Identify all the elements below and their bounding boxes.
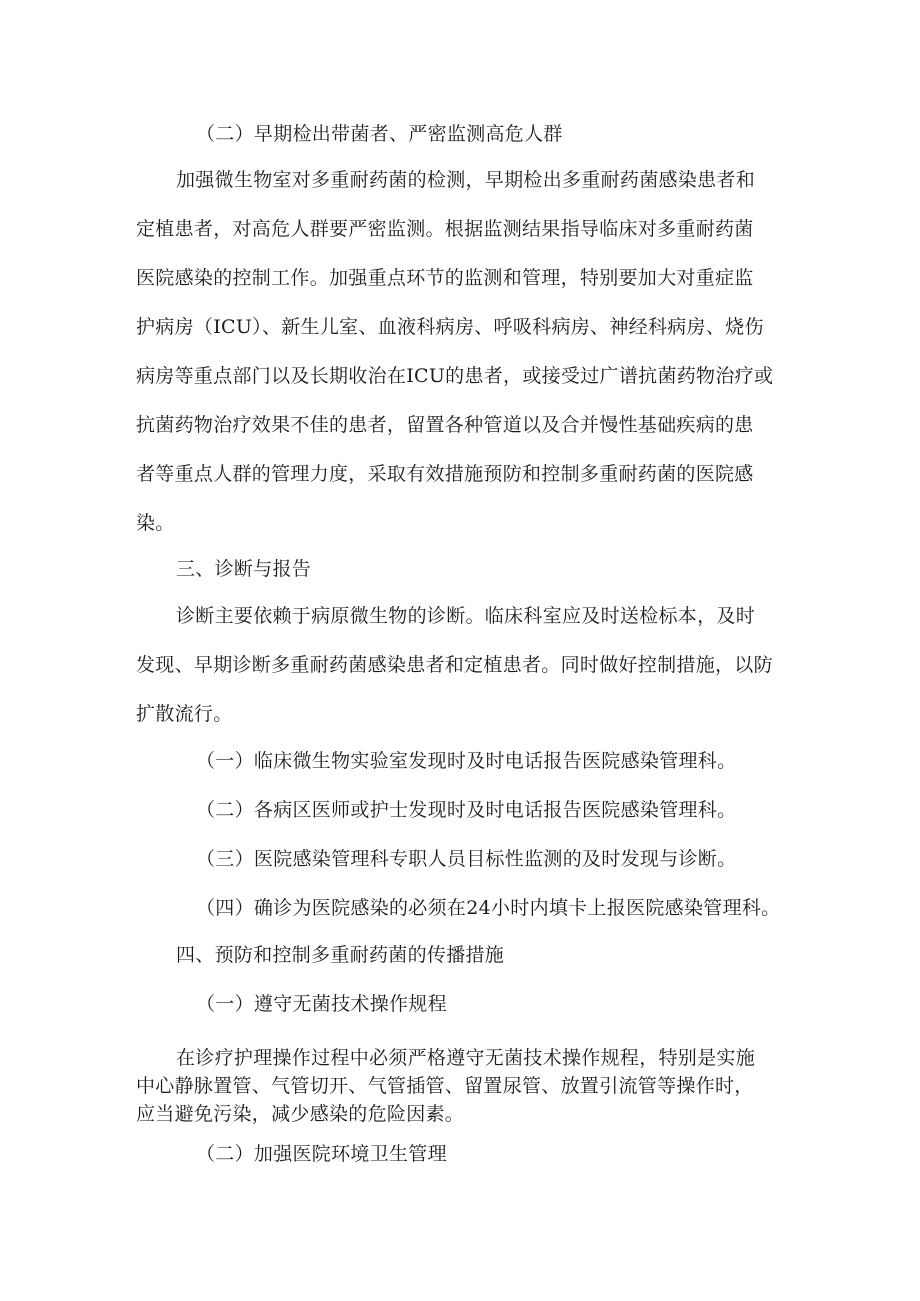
text-line: 者等重点人群的管理力度，采取有效措施预防和控制多重耐药菌的医院感 — [136, 463, 754, 485]
paragraph-aseptic — [136, 1044, 755, 1128]
text-line: 抗菌药物治疗效果不佳的患者，留置各种管道以及合并慢性基础疾病的患 — [136, 414, 754, 436]
report-item-3: （三）医院感染管理科专职人员目标性监测的及时发现与诊断。 — [196, 848, 737, 870]
report-item-2: （二）各病区医师或护士发现时及时电话报告医院感染管理科。 — [196, 799, 737, 821]
report-item-4: （四）确诊为医院感染的必须在24小时内填卡上报医院感染管理科。 — [196, 897, 781, 919]
text-line: 应当避免污染，减少感染的危险因素。 — [136, 1103, 465, 1125]
text-line: 扩散流行。 — [136, 703, 233, 725]
section-heading-3: 三、诊断与报告 — [176, 558, 312, 580]
paragraph-detection — [136, 156, 773, 548]
section-heading-4-1: （一）遵守无菌技术操作规程 — [196, 993, 447, 1015]
text-line: 诊断主要依赖于病原微生物的诊断。临床科室应及时送检标本，及时 — [176, 605, 756, 627]
report-item-1: （一）临床微生物实验室发现时及时电话报告医院感染管理科。 — [196, 750, 737, 772]
text-line: 发现、早期诊断多重耐药菌感染患者和定植患者。同时做好控制措施，以防 — [136, 654, 773, 676]
section-heading-4-2: （二）加强医院环境卫生管理 — [196, 1143, 447, 1165]
text-line: 加强微生物室对多重耐药菌的检测，早期检出多重耐药菌感染患者和 — [176, 169, 756, 191]
text-line: 医院感染的控制工作。加强重点环节的监测和管理，特别要加大对重症监 — [136, 267, 754, 289]
text-line: 病房等重点部门以及长期收治在ICU的患者，或接受过广谱抗菌药物治疗或 — [136, 365, 774, 387]
section-heading-2-2: （二）早期检出带菌者、严密监测高危人群 — [196, 123, 563, 145]
paragraph-diagnosis — [136, 592, 773, 739]
text-line: 定植患者，对高危人群要严密监测。根据监测结果指导临床对多重耐药菌 — [136, 218, 754, 240]
text-line: 在诊疗护理操作过程中必须严格遵守无菌技术操作规程，特别是实施 — [176, 1047, 756, 1069]
text-line: 中心静脉置管、气管切开、气管插管、留置尿管、放置引流管等操作时， — [136, 1075, 754, 1097]
section-heading-4: 四、预防和控制多重耐药菌的传播措施 — [176, 944, 505, 966]
text-line: 染。 — [136, 512, 175, 534]
text-line: 护病房（ICU）、新生儿室、血液科病房、呼吸科病房、神经科病房、烧伤 — [136, 316, 764, 338]
